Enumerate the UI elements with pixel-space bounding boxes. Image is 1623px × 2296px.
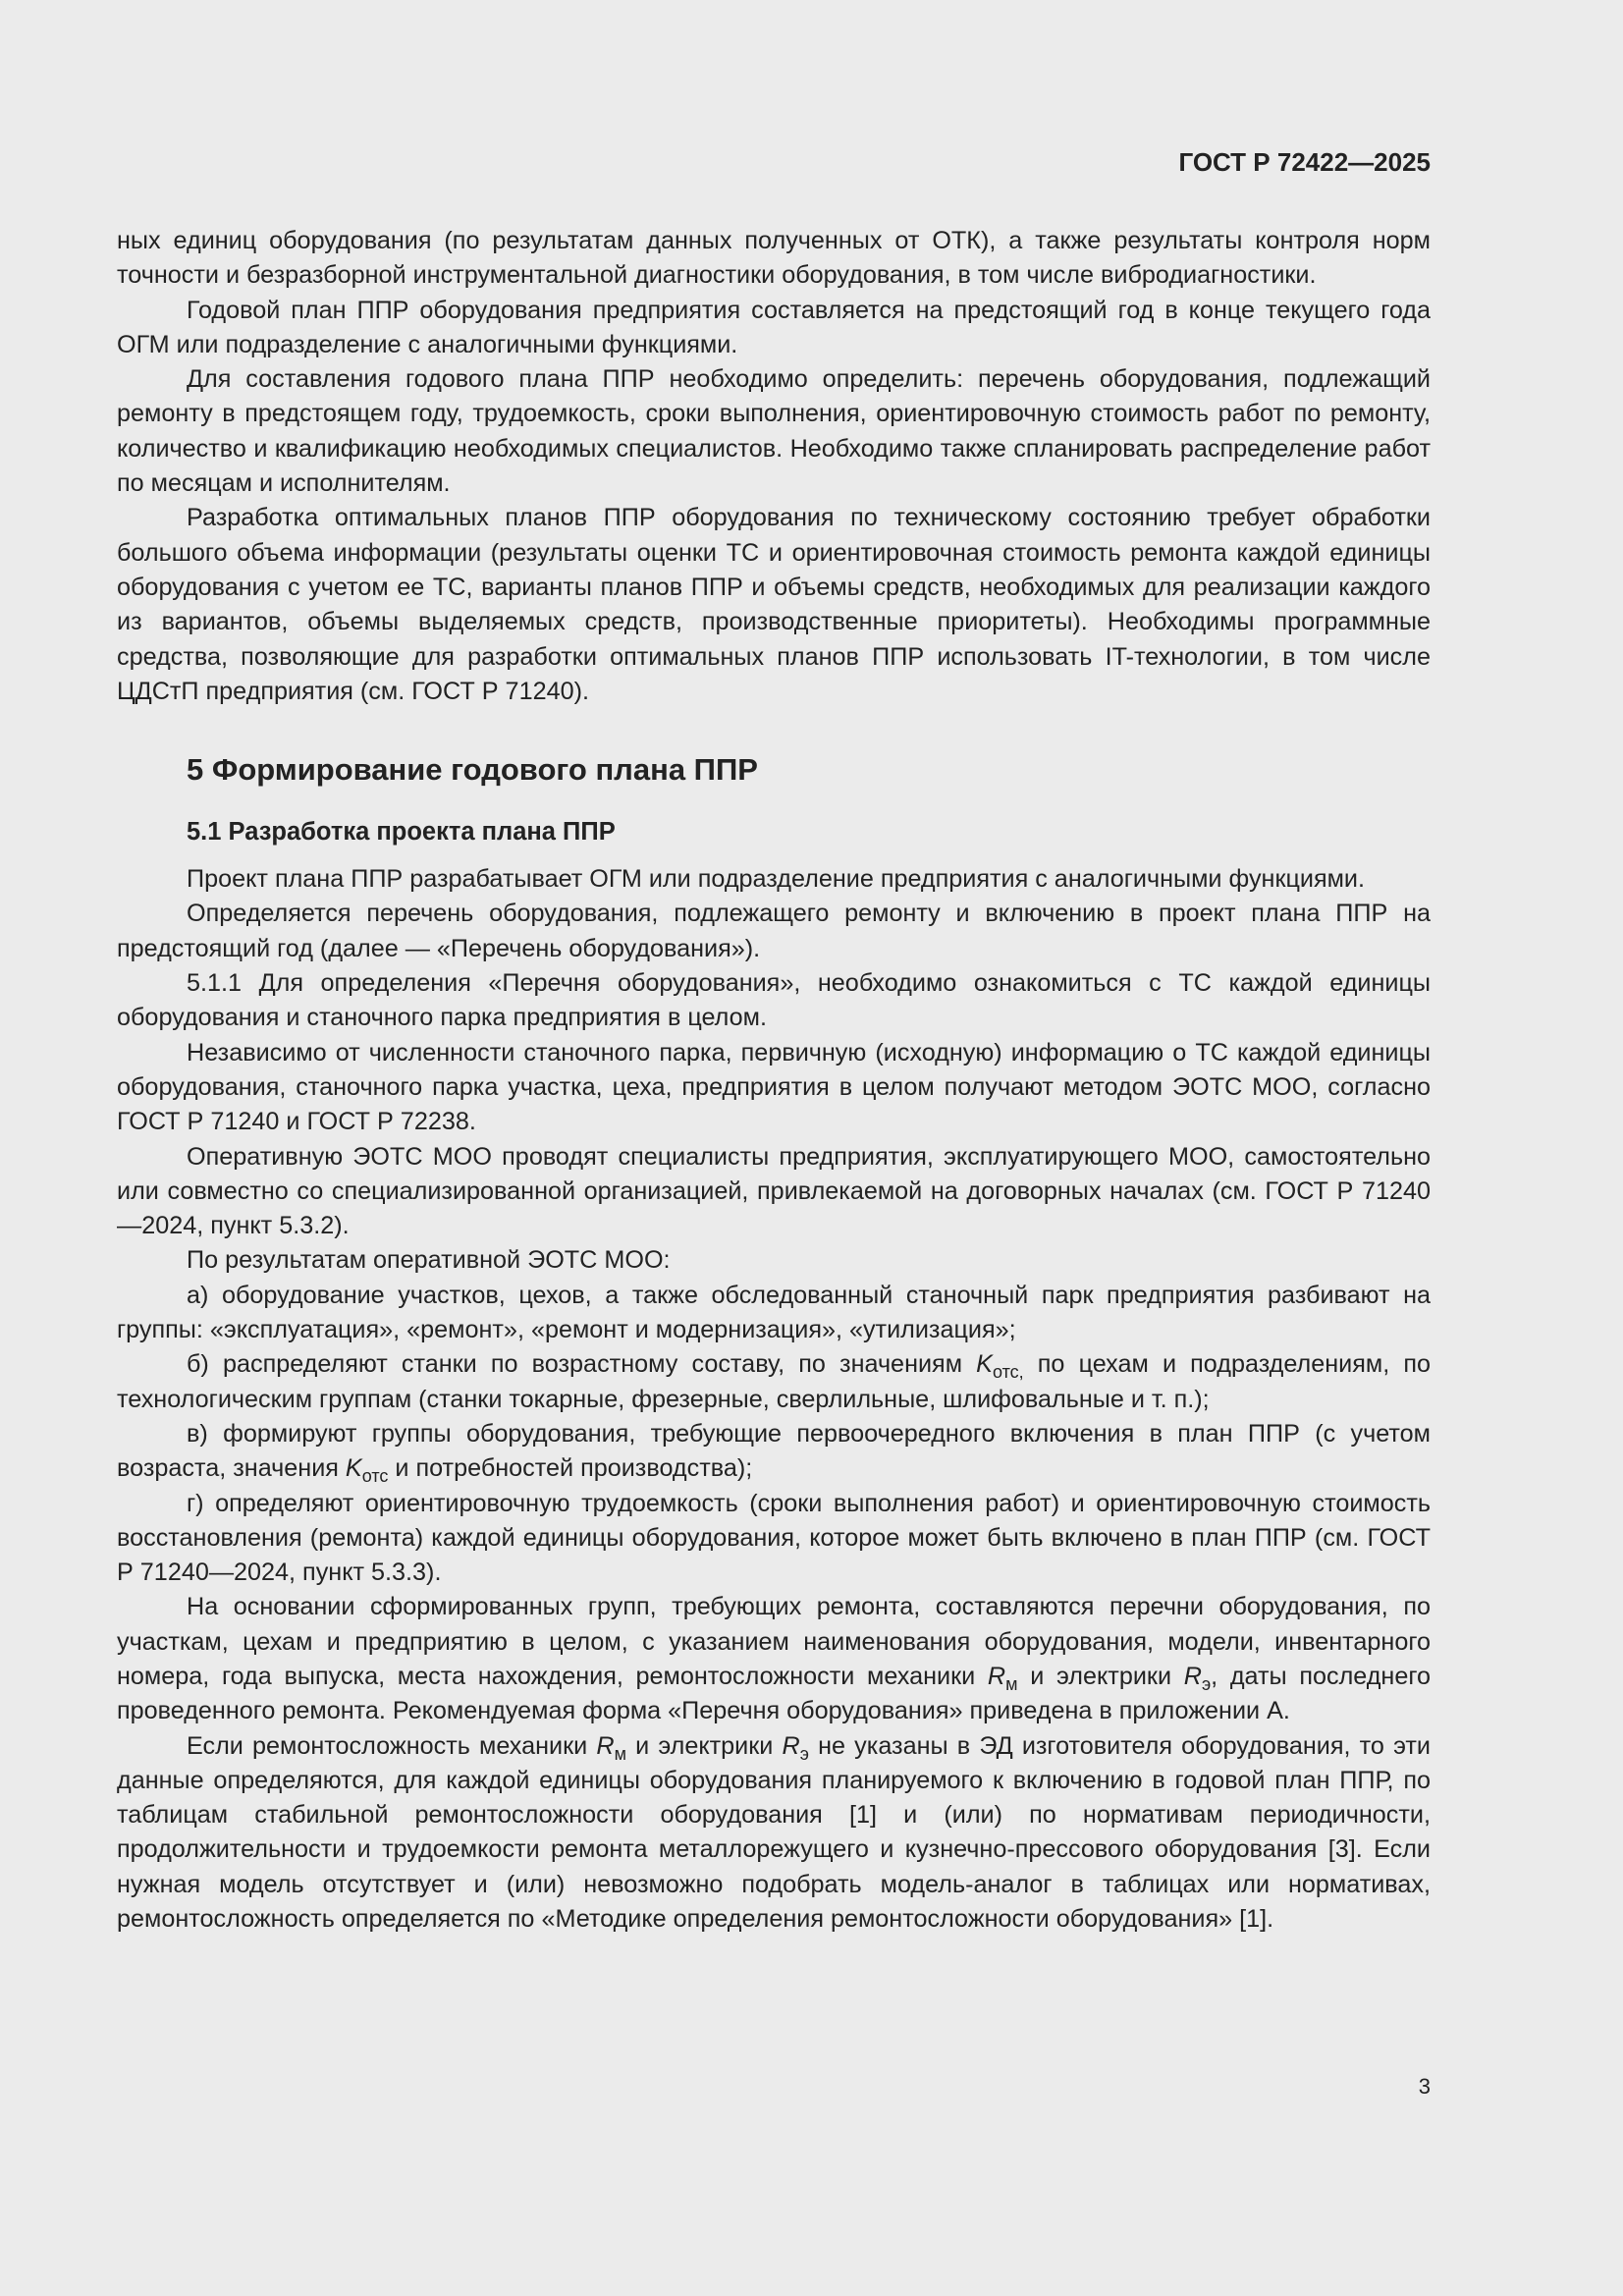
list-item-v: в) формируют группы оборудования, требующие первоочередного включения в план ППР (с учетом возраста, значения $K_{отс}$ и потребностей производства); (117, 1419, 1431, 1487)
list-item-a: а) оборудование участков, цехов, а также обследованный станочный парк предприятия разбивают на группы: «эксплуатация», «ремонт», «ремонт и модернизация», «утилизация»; (117, 1281, 1431, 1344)
page-number: 3 (1418, 2074, 1431, 2099)
section-heading: 5 Формирование годового плана ППР (187, 752, 758, 788)
r-e-symbol: $R_э$ (1183, 1662, 1212, 1694)
paragraph: Независимо от численности станочного парка, первичную (исходную) информацию о ТС каждой единицы оборудования, станочного парка участка, цеха, предприятия в целом получают методом ЭОТС МОО, согласно ГОСТ Р 71240 и ГОСТ Р 72238. (117, 1038, 1431, 1136)
r-m-symbol: $R_м$ (987, 1662, 1018, 1694)
document-body (117, 224, 1431, 1937)
list-item-b: б) распределяют станки по возрастному составу, по значениям $K_{отс,}$ по цехам и подразделениям, по технологическим группам (станки токарные, фрезерные, сверлильные, шлифовальные и т. п.); (117, 1350, 1431, 1413)
document-header: ГОСТ Р 72422—2025 (1178, 147, 1431, 177)
paragraph: Для составления годового плана ППР необходимо определить: перечень оборудования, подлежащий ремонту в предстоящем году, трудоемкость, сроки выполнения, ориентировочную стоимость работ по ремонту, количество и квалификацию необходимых специалистов. Необходимо также спланировать распределение работ по месяцам и исполнителям. (117, 365, 1431, 498)
paragraph: Определяется перечень оборудования, подлежащего ремонту и включению в проект плана ППР на предстоящий год (далее — «Перечень оборудования»). (117, 900, 1431, 962)
k-ots-symbol: $K_{отс}$ (345, 1454, 389, 1487)
paragraph: Оперативную ЭОТС МОО проводят специалисты предприятия, эксплуатирующего МОО, самостоятельно или совместно со специализированной организацией, привлекаемой на договорных началах (см. ГОСТ Р 71240—2024, пункт 5.3.2). (117, 1142, 1431, 1240)
paragraph: По результатам оперативной ЭОТС МОО: (187, 1246, 671, 1275)
r-e-symbol: $R_э$ (782, 1731, 809, 1764)
list-item-g: г) определяют ориентировочную трудоемкость (сроки выполнения работ) и ориентировочную стоимость восстановления (ремонта) каждой единицы оборудования, которое может быть включено в план ППР (см. ГОСТ Р 71240—2024, пункт 5.3.3). (117, 1489, 1431, 1587)
paragraph: На основании сформированных групп, требующих ремонта, составляются перечни оборудования, по участкам, цехам и предприятию в целом, с указанием наименования оборудования, модели, инвентарного номера, года выпуска, места нахождения, ремонтосложности механики $R_м$ и электрики $R_э$, даты последнего проведенного ремонта. Рекомендуемая форма «Перечня оборудования» приведена в приложении А. (117, 1593, 1431, 1725)
paragraph-continuation: ных единиц оборудования (по результатам данных полученных от ОТК), а также результаты контроля норм точности и безразборной инструментальной диагностики оборудования, в том числе вибродиагностики. (117, 227, 1431, 290)
paragraph: Если ремонтосложность механики $R_м$ и электрики $R_э$ не указаны в ЭД изготовителя оборудования, то эти данные определяются, для каждой единицы оборудования планируемого к включению в годовой план ППР, по таблицам стабильной ремонтосложности оборудования [1] и (или) по нормативам периодичности, продолжительности и трудоемкости ремонта металлорежущего и кузнечно-прессового оборудования [3]. Если нужная модель отсутствует и (или) невозможно подобрать модель-аналог в таблицах или нормативах, ремонтосложность определяется по «Методике определения ремонтосложности оборудования» [1]. (117, 1731, 1431, 1934)
paragraph: Годовой план ППР оборудования предприятия составляется на предстоящий год в конце текущего года ОГМ или подразделение с аналогичными функциями. (117, 296, 1431, 358)
clause-5-1-1: 5.1.1 Для определения «Перечня оборудования», необходимо ознакомиться с ТС каждой единицы оборудования и станочного парка предприятия в целом. (117, 969, 1431, 1032)
k-ots-symbol: $K_{отс,}$ (976, 1350, 1024, 1383)
subsection-heading: 5.1 Разработка проекта плана ППР (187, 818, 616, 847)
paragraph: Разработка оптимальных планов ППР оборудования по техническому состоянию требует обработки большого объема информации (результаты оценки ТС и ориентировочная стоимость ремонта каждой единицы оборудования с учетом ее ТС, варианты планов ППР и объемы средств, необходимых для реализации каждого из вариантов, объемы выделяемых средств, производственные приоритеты). Необходимы программные средства, позволяющие для разработки оптимальных планов ППР использовать IT-технологии, в том числе ЦДСтП предприятия (см. ГОСТ Р 71240). (117, 504, 1431, 705)
paragraph: Проект плана ППР разрабатывает ОГМ или подразделение предприятия с аналогичными функциями. (187, 865, 1365, 894)
r-m-symbol: $R_м$ (596, 1731, 626, 1764)
